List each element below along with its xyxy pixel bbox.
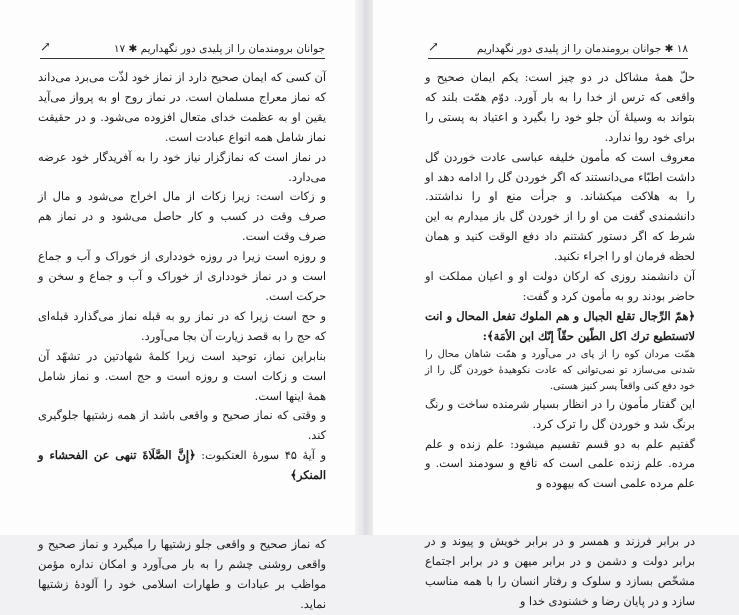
paragraph: حلّ همهٔ مشاکل در دو چیز است: یکم ایمان صحیح و واقعی که ترس از خدا را به بار آورد. دوّم همّت بلند که بتواند به وسیلهٔ آن جلو خود را بگیرد و اعتیاد به پستی را برای خود روا ندارد. — [425, 71, 695, 144]
left-page-header — [40, 40, 325, 59]
right-header-arrow-icon: ↗ — [428, 40, 439, 55]
paragraph: معروف است که مأمون خلیفه عباسی عادت خوردن گل داشت اطبّاء می‌دانستند که اگر خوردن گل را ادامه دهد او را به هلاکت میکشاند. و جرأت منع او را نداشتند. دانشمندی گفت من او را از خوردن گل باز میدارم به این شرط که اگر دستور کشتنم داد دفع الوقت کنید و همان لحظه فرمان او را اجراء نکنید. — [425, 150, 695, 264]
paragraph: و زکات است: زیرا زکات از مال اخراج می‌شود و مال از صرف وقت در کسب و کار حاصل می‌شود و در نماز هم صرف وقت است. — [38, 190, 326, 244]
left-page-body — [38, 68, 326, 615]
paragraph: این گفتار مأمون را در انظار بسیار شرمنده ساخت و رنگ برنگ شد و خوردن گل را ترک کرد. — [425, 397, 695, 431]
paragraph-tail: در برابر فرزند و همسر و در برابر خویش و پیوند و در برابر دولت و دشمن و در برابر میهن و در برابر اجتماع مشخّص بسازد و سلوک و رفتار انسان را با همه مناسب سازد و در پایان رضا و خشنودی خدا و — [425, 535, 695, 608]
left-page — [0, 0, 355, 611]
right-page-number: ۱۸ — [676, 43, 688, 55]
paragraph: بنابراین نماز، توحید است زیرا کلمهٔ شهادتین در تشهّد آن است و زکات است و روزه است و حج است. و نماز شامل همهٔ اینها است. — [38, 349, 326, 403]
left-header-arrow-icon: ↗ — [40, 40, 51, 55]
arabic-quote: ﴿همّ الرِّجال تقلع الجبال و هم الملوك تفعل المحال و انت لاتستطيع ترك اكل الطّين حقّاً إنّك ابن الأمَة﴾: — [425, 308, 695, 343]
paragraph-tail: که نماز صحیح و واقعی جلو زشتیها را میگیرد و نماز صحیح و واقعی روشنی چشم را به بار می‌آورد و امکان نداره مؤمن مواظب بر عبادات و طهارات اسلامی خود را آلودهٔ زشتیها نماید. — [38, 538, 326, 611]
left-page-number: ۱۷ — [113, 43, 126, 55]
translation-note: همّت مردان کوه را از پای در می‌آورد و همّت شاهان محال را شدنی می‌سازد تو نمی‌توانی که عادت نکوهیدهٔ خوردن گل را از خود دفع کنی واقعاً پسر کنیز هستی. — [425, 348, 695, 392]
right-page-header — [428, 40, 688, 59]
verse-line — [38, 446, 326, 486]
paragraph: گفتیم علم به دو قسم تقسیم میشود: علم زنده و علم مرده. علم زنده علمی است که نافع و سودمند است. و علم مرده علمی است که بیهوده و — [425, 437, 695, 491]
right-header-star-icon: ✱ — [664, 43, 674, 55]
paragraph: آن کسی که ایمان صحیح دارد از نماز خود لذّت می‌برد می‌داند که نماز معراج مسلمان است. در نماز روح او به پرواز می‌آید یقین او به عظمت خدای متعال افزوده می‌شود. و در حقیقت نماز شامل همه انواع عبادت است. — [38, 71, 326, 144]
right-page — [373, 0, 739, 608]
right-page-body — [425, 68, 695, 612]
paragraph: و روزه است زیرا در روزه خودداری از خوراک و آب و جماع است و در نماز خودداری از خوراک و آب و جماع و سخن و حرکت است. — [38, 250, 326, 303]
paragraph: و وقتی که نماز صحیح و واقعی باشد از همه زشتیها جلوگیری کند. — [38, 409, 326, 443]
left-header-title: جوانان برومندمان را از پلیدی دور نگهداریم — [140, 43, 325, 55]
left-header-star-icon: ✱ — [128, 43, 138, 55]
paragraph: در نماز است که نمازگزار نیاز خود را به آفریدگار خود عرضه می‌دارد. — [38, 150, 326, 184]
verse-intro: و آیهٔ ۴۵ سورهٔ العنکبوت: — [201, 449, 326, 463]
book-gutter — [355, 0, 373, 535]
paragraph: آن دانشمند روزی که ارکان دولت او و اعیان مملکت او حاضر بودند رو به مأمون کرد و گفت: — [425, 270, 695, 303]
paragraph: و حج است زیرا که در نماز رو به قبله نماز می‌گذارد قبله‌ای که حج را به قصد زیارت آن بجا می‌آورد. — [38, 309, 326, 343]
right-header-title: جوانان برومندمان را از پلیدی دور نگهداریم — [476, 43, 662, 55]
quran-verse: ﴿إِنَّ الصَّلَاةَ تنهى عن الفحشاء و المنكر﴾ — [38, 448, 326, 483]
